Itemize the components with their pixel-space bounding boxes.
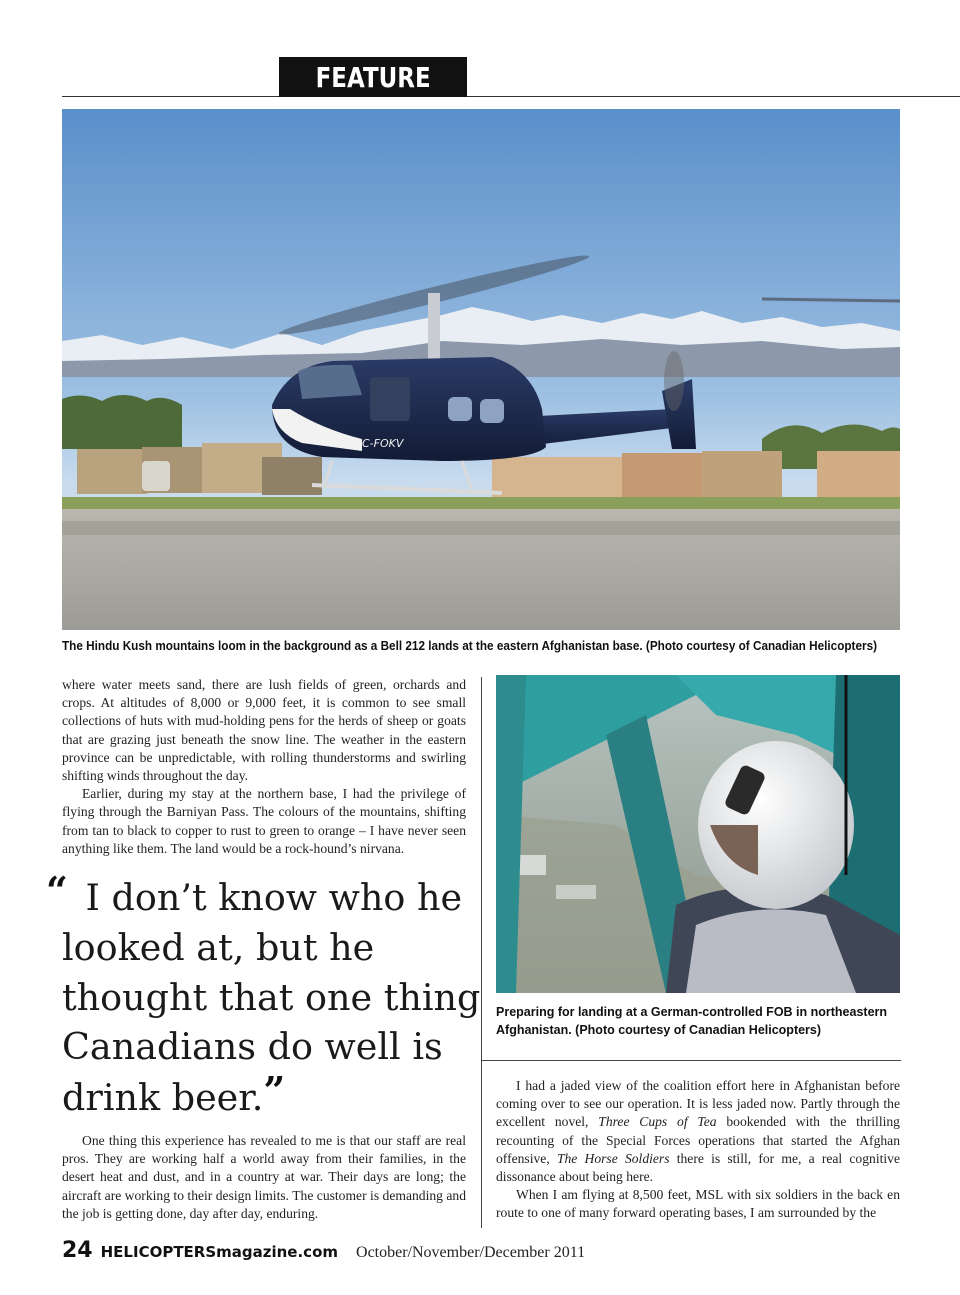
helicopter-landing-image — [62, 109, 900, 630]
cockpit-caption: Preparing for landing at a German-controlled FOB in northeastern Afghanistan. (Photo courtesy of Canadian Helicopters) — [496, 1005, 888, 1037]
page-number: 24 — [62, 1238, 93, 1263]
issue-date: October/November/December 2011 — [356, 1244, 586, 1261]
hero-photo — [62, 109, 900, 630]
article-text-left-bottom — [62, 1132, 466, 1223]
page-footer — [62, 1238, 585, 1268]
article-paragraph: I had a jaded view of the coalition effort here in Afghanistan before coming over to see our operation. It is less jaded now. Partly through the excellent novel, Three Cups of Tea bookended with the thrilling recounting of the Special Forces operations that started the Afghan offensive, The Horse Soldiers there is still, for me, a real cognitive dissonance about being here. — [496, 1078, 900, 1185]
cockpit-pilot-image — [496, 675, 900, 993]
pull-quote — [46, 868, 482, 1123]
article-paragraph: Earlier, during my stay at the northern base, I had the privilege of flying through the Barniyan Pass. The colours of the mountains, shifting from tan to black to copper to rust to green to orange – I have never seen anything like them. The land would be a rock-hound’s nirvana. — [62, 786, 466, 856]
article-paragraph: When I am flying at 8,500 feet, MSL with six soldiers in the back en route to one of many forward operating bases, I am surrounded by the — [496, 1187, 900, 1221]
article-text-right-bottom — [496, 1077, 900, 1223]
section-label: FEATURE — [279, 57, 467, 97]
cockpit-photo — [496, 675, 900, 993]
book-title: The Horse Soldiers — [556, 1150, 670, 1166]
article-text-left-top — [62, 676, 466, 858]
column-rule-horizontal — [481, 1060, 901, 1061]
pull-quote-text: I don’t know who he looked at, but he thought that one thing Canadians do well is drink beer. — [62, 876, 481, 1120]
close-quote-mark: ” — [263, 1068, 286, 1114]
registration-mark: C-FOKV — [362, 437, 404, 450]
hero-caption: The Hindu Kush mountains loom in the background as a Bell 212 lands at the eastern Afghanistan base. (Photo courtesy of Canadian Helicopters) — [62, 639, 878, 653]
magazine-site: HELICOPTERSmagazine.com — [100, 1243, 339, 1261]
open-quote-mark: “ — [46, 868, 68, 913]
article-paragraph: where water meets sand, there are lush fields of green, orchards and crops. At altitudes of 8,000 or 9,000 feet, it is common to see small collections of huts with mud-holding pens for the herds of sheep or goats that are grazing just beneath the snow line. The weather in the eastern province can be unpredictable, with rolling thunderstorms and swirling shifting winds throughout the day. — [62, 677, 466, 784]
article-paragraph: One thing this experience has revealed to me is that our staff are real pros. They are working half a world away from their families, in the desert heat and dust, and in a country at war. Their days are long; the aircraft are working to their design limits. The customer is demanding and the job is getting done, day after day, enduring. — [62, 1133, 466, 1221]
header-rule — [62, 96, 960, 97]
book-title: Three Cups of Tea — [598, 1114, 717, 1130]
